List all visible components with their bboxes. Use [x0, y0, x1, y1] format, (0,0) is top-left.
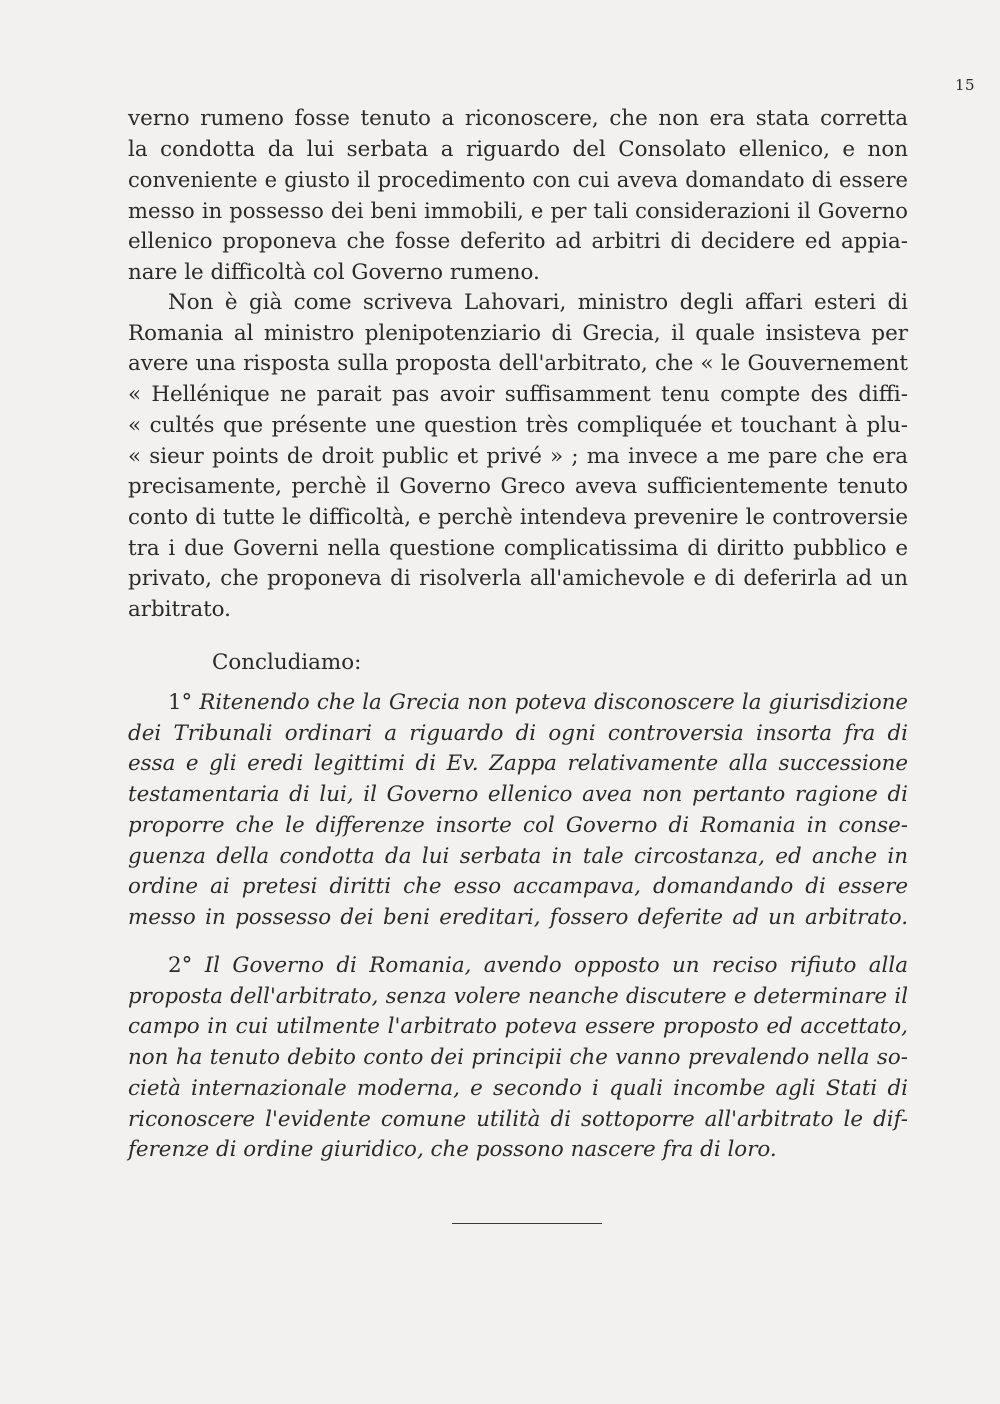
text-line: Non è già come scriveva Lahovari, ministro degli affari esteri di	[168, 290, 908, 315]
text-line: la condotta da lui serbata a riguardo del Consolato ellenico, e non	[128, 136, 908, 162]
text-line: tra i due Governi nella questione complicatissima di diritto pubblico e	[128, 535, 908, 561]
conclusion-heading: Concludiamo:	[212, 650, 362, 675]
item-number: 2°	[168, 953, 193, 978]
item-number: 1°	[168, 690, 193, 715]
text-line: proporre che le differenze insorte col Governo di Romania in conse-	[128, 812, 908, 838]
text-line: precisamente, perchè il Governo Greco aveva sufficientemente tenuto	[128, 474, 908, 500]
text-line: messo in possesso dei beni immobili, e per tali considerazioni il Governo	[128, 198, 908, 224]
text-line: arbitrato.	[128, 597, 231, 623]
paragraph-1	[128, 104, 908, 288]
text-line: « Hellénique ne parait pas avoir suffisamment tenu compte des diffi-	[128, 382, 908, 408]
text-line	[128, 951, 908, 982]
text-line: campo in cui utilmente l'arbitrato poteva essere proposto ed accettato,	[128, 1014, 908, 1040]
text-line: ordine ai pretesi diritti che esso accampava, domandando di essere	[128, 874, 908, 900]
closing-rule	[452, 1223, 602, 1224]
conclusion-item-1	[128, 688, 908, 934]
text-line: « cultés que présente une question très compliquée et touchant à plu-	[128, 412, 908, 438]
text-line: testamentaria di lui, il Governo ellenico avea non pertanto ragione di	[128, 782, 908, 808]
text-line: conto di tutte le difficoltà, e perchè intendeva prevenire le controversie	[128, 504, 908, 530]
text-line: riconoscere l'evidente comune utilità di sottoporre all'arbitrato le dif-	[128, 1106, 908, 1132]
text-line: nare le difficoltà col Governo rumeno.	[128, 259, 540, 285]
conclusion-item-2	[128, 951, 908, 1166]
text-line: privato, che proponeva di risolverla all'amichevole e di deferirla ad un	[128, 566, 908, 592]
text-line: cietà internazionale moderna, e secondo i quali incombe agli Stati di	[128, 1075, 908, 1101]
text-line: avere una risposta sulla proposta dell'arbitrato, che « le Gouvernement	[128, 351, 908, 377]
text-line: essa e gli eredi legittimi di Ev. Zappa relativamente alla successione	[128, 751, 908, 777]
text-line: verno rumeno fosse tenuto a riconoscere, che non era stata corretta	[128, 106, 908, 131]
text-line: dei Tribunali ordinari a riguardo di ogni controversia insorta fra di	[128, 720, 908, 746]
text-line: ellenico proponeva che fosse deferito ad arbitri di decidere ed appia-	[128, 228, 908, 254]
text-line: non ha tenuto debito conto dei principii che vanno prevalendo nella so-	[128, 1045, 908, 1071]
text-line: conveniente e giusto il procedimento con cui aveva domandato di essere	[128, 167, 908, 193]
page-number: 15	[955, 76, 976, 94]
text-line	[128, 688, 908, 719]
text-line: « sieur points de droit public et privé » ; ma invece a me pare che era	[128, 443, 908, 469]
item-text: Ritenendo che la Grecia non poteva disconoscere la giurisdizione	[199, 690, 908, 715]
text-line: Romania al ministro plenipotenziario di Grecia, il quale insisteva per	[128, 320, 908, 346]
text-line: guenza della condotta da lui serbata in tale circostanza, ed anche in	[128, 843, 908, 869]
paragraph-2	[128, 288, 908, 626]
text-line: ferenze di ordine giuridico, che possono nascere fra di loro.	[128, 1137, 777, 1163]
item-text: Il Governo di Romania, avendo opposto un reciso rifiuto alla	[204, 953, 908, 978]
text-line: proposta dell'arbitrato, senza volere neanche discutere e determinare il	[128, 983, 908, 1009]
text-line: messo in possesso dei beni ereditari, fossero deferite ad un arbitrato.	[128, 904, 908, 930]
